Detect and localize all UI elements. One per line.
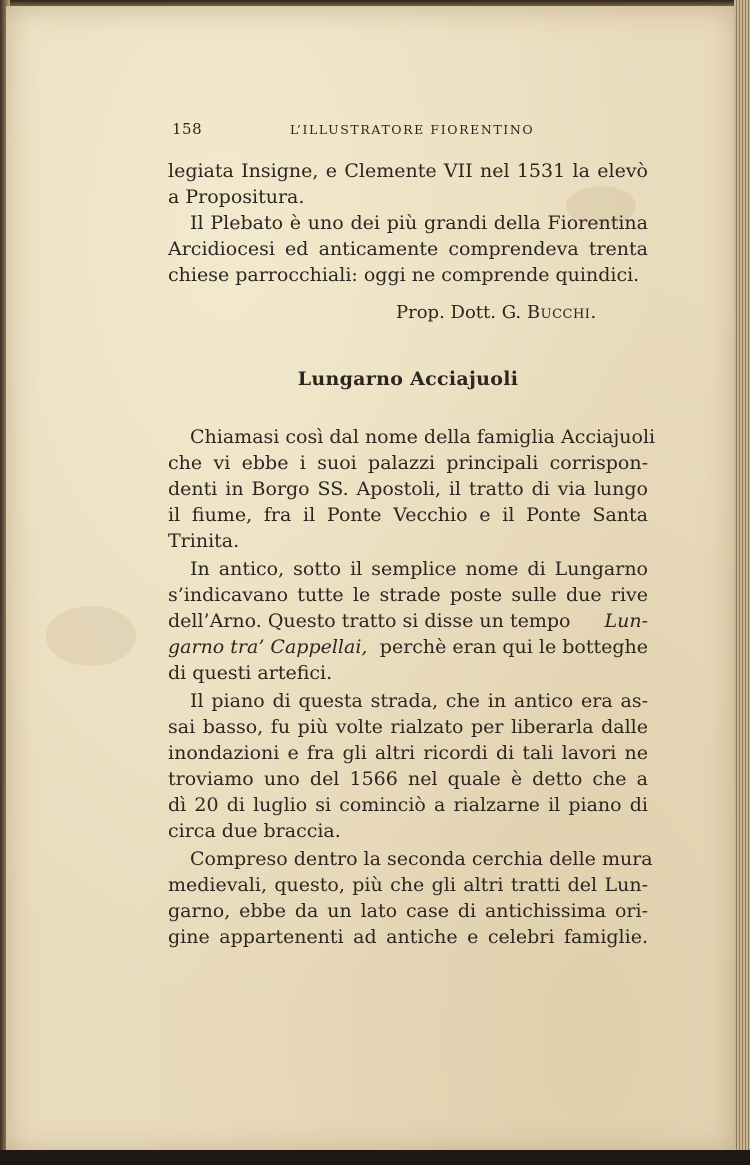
text-line: Compreso dentro la seconda cerchia delle mura [190, 848, 653, 870]
text-line: Arcidiocesi ed anticamente comprendeva trenta [168, 238, 648, 260]
text-line: circa due braccia. [168, 820, 341, 842]
paper-stain [46, 606, 136, 666]
text-line: sai basso, fu più volte rialzato per liberarla dalle [168, 716, 648, 738]
text-line-mixed [168, 608, 648, 634]
italic-fragment: garno tra’ Cappellai, [168, 636, 368, 658]
italic-fragment: Lun- [604, 610, 648, 632]
text-line: Il piano di questa strada, che in antico era as- [190, 690, 648, 712]
text-fragment: dell’Arno. Questo tratto si disse un tempo [168, 610, 571, 632]
running-head-title: L’ILLUSTRATORE FIORENTINO [290, 122, 535, 137]
text-line: che vi ebbe i suoi palazzi principali corrispon- [168, 452, 648, 474]
page-number: 158 [172, 120, 203, 138]
text-fragment: perchè eran qui le botteghe [379, 636, 648, 658]
text-line: medievali, questo, più che gli altri tratti del Lun- [168, 874, 648, 896]
text-line: inondazioni e fra gli altri ricordi di tali lavori ne [168, 742, 648, 764]
text-line: chiese parrocchiali: oggi ne comprende quindici. [168, 264, 640, 286]
signature-name: Bucchi. [526, 302, 597, 323]
text-line: In antico, sotto il semplice nome di Lungarno [190, 558, 648, 580]
text-line: denti in Borgo SS. Apostoli, il tratto di via lungo [168, 478, 648, 500]
text-line: Trinita. [168, 530, 240, 552]
page-bottom-edge [0, 1150, 750, 1165]
author-signature [396, 300, 648, 326]
text-line: il fiume, fra il Ponte Vecchio e il Ponte Santa [168, 504, 648, 526]
running-header [172, 118, 632, 142]
text-line: s’indicavano tutte le strade poste sulle due rive [168, 584, 648, 606]
text-line: Il Plebato è uno dei più grandi della Fiorentina [190, 212, 648, 234]
text-line: troviamo uno del 1566 nel quale è detto che a [168, 768, 648, 790]
text-line-mixed [168, 634, 648, 660]
signature-prefix: Prop. Dott. G. [396, 302, 522, 323]
text-line: di questi artefici. [168, 662, 333, 684]
page-stack-edge [734, 0, 750, 1165]
text-line: legiata Insigne, e Clemente VII nel 1531 la elevò [168, 160, 648, 182]
text-line: Chiamasi così dal nome della famiglia Acciajuoli [190, 426, 656, 448]
section-title: Lungarno Acciajuoli [297, 368, 519, 390]
text-line: gine appartenenti ad antiche e celebri famiglie. [168, 926, 648, 948]
text-line: garno, ebbe da un lato case di antichissima ori- [168, 900, 648, 922]
text-line: a Propositura. [168, 186, 305, 208]
text-line: dì 20 di luglio si cominciò a rialzarne il piano di [168, 794, 648, 816]
